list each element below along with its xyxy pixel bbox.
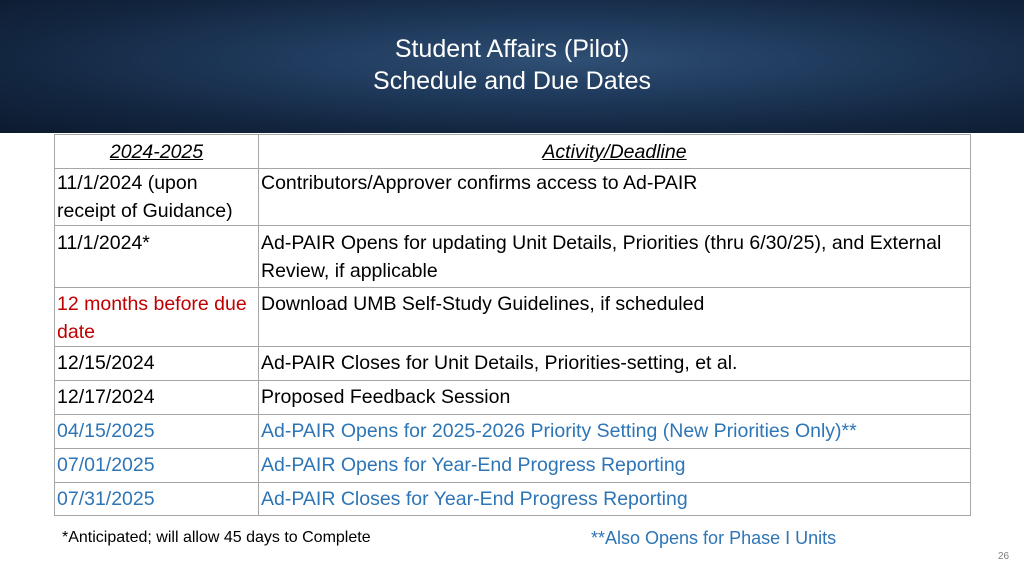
row-date: 04/15/2025 (55, 415, 259, 449)
row-activity: Proposed Feedback Session (259, 381, 971, 415)
table-row (55, 169, 971, 226)
footnote-phase-units: **Also Opens for Phase I Units (591, 528, 837, 548)
row-date: 07/31/2025 (55, 483, 259, 516)
footnote-anticipated: *Anticipated; will allow 45 days to Complete (62, 529, 371, 546)
row-date: 12/17/2024 (55, 381, 259, 415)
row-date: 11/1/2024* (55, 226, 259, 288)
title-banner (0, 0, 1024, 133)
row-date: 11/1/2024 (upon receipt of Guidance) (55, 169, 259, 226)
header-year: 2024-2025 (55, 135, 259, 169)
table-row (55, 347, 971, 381)
row-activity: Contributors/Approver confirms access to Ad-PAIR (259, 169, 971, 226)
slide-title-line1: Student Affairs (Pilot) (394, 35, 630, 63)
header-activity: Activity/Deadline (259, 135, 971, 169)
row-activity: Ad-PAIR Opens for Year-End Progress Reporting (259, 449, 971, 483)
table-row (55, 226, 971, 288)
page-number: 26 (998, 551, 1010, 562)
table-row (55, 483, 971, 516)
table-header-row (55, 135, 971, 169)
table-row (55, 381, 971, 415)
row-activity: Download UMB Self-Study Guidelines, if scheduled (259, 288, 971, 347)
row-date: 07/01/2025 (55, 449, 259, 483)
row-activity: Ad-PAIR Closes for Unit Details, Priorities-setting, et al. (259, 347, 971, 381)
row-activity: Ad-PAIR Closes for Year-End Progress Reporting (259, 483, 971, 516)
table-row (55, 288, 971, 347)
row-activity: Ad-PAIR Opens for 2025-2026 Priority Setting (New Priorities Only)** (259, 415, 971, 449)
table-row (55, 449, 971, 483)
schedule-table (54, 134, 971, 516)
row-activity: Ad-PAIR Opens for updating Unit Details, Priorities (thru 6/30/25), and External Review, if applicable (259, 226, 971, 288)
slide-title-line2: Schedule and Due Dates (373, 67, 651, 95)
row-date: 12/15/2024 (55, 347, 259, 381)
row-date: 12 months before due date (55, 288, 259, 347)
table-row (55, 415, 971, 449)
